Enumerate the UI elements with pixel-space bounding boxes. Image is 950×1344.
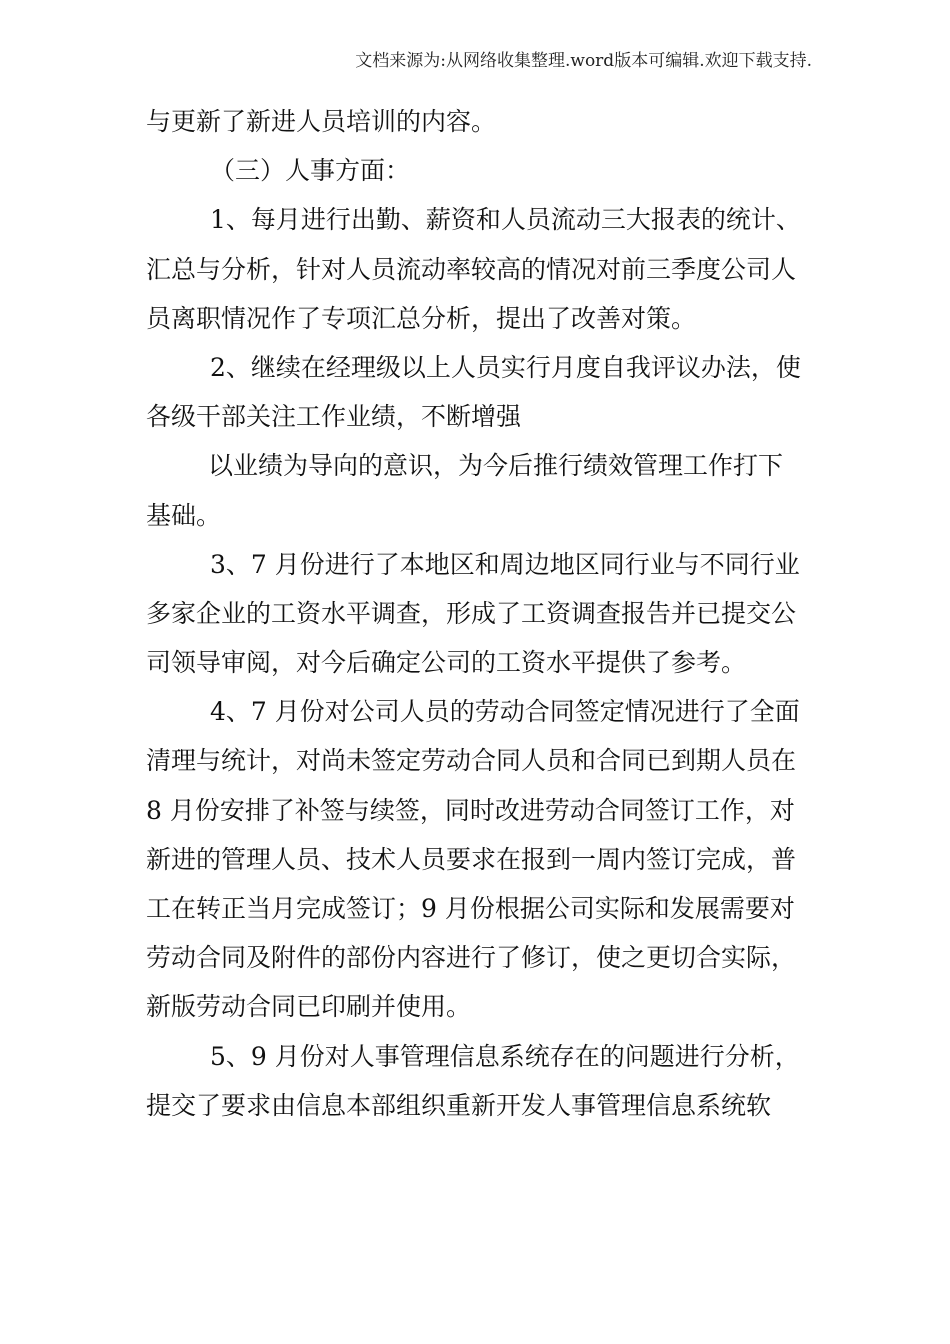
text-line: 各级干部关注工作业绩，不断增强 — [146, 402, 522, 432]
text-line: 1、每月进行出勤、薪资和人员流动三大报表的统计、 — [210, 205, 801, 235]
section-heading: （三）人事方面： — [210, 156, 411, 186]
text-line: 司领导审阅，对今后确定公司的工资水平提供了参考。 — [146, 648, 747, 678]
text-line: 以业绩为导向的意识，为今后推行绩效管理工作打下 — [208, 451, 784, 481]
text-line: 8 月份安排了补签与续签，同时改进劳动合同签订工作，对 — [146, 795, 795, 825]
text-line: 清理与统计，对尚未签定劳动合同人员和合同已到期人员在 — [146, 746, 797, 776]
text-line: 提交了要求由信息本部组织重新开发人事管理信息系统软 — [146, 1090, 772, 1120]
document-body — [146, 97, 811, 1130]
header-source-note: 文档来源为:从网络收集整理.word版本可编辑.欢迎下载支持. — [355, 51, 812, 71]
text-line: 新版劳动合同已印刷并使用。 — [146, 992, 472, 1022]
text-line: 与更新了新进人员培训的内容。 — [146, 107, 497, 136]
text-line: 新进的管理人员、技术人员要求在报到一周内签订完成，普 — [146, 844, 797, 874]
text-line: 4、7 月份对公司人员的劳动合同签定情况进行了全面 — [210, 697, 800, 727]
text-line: 多家企业的工资水平调查，形成了工资调查报告并已提交公 — [146, 598, 797, 628]
text-line: 基础。 — [146, 500, 222, 530]
text-line: 劳动合同及附件的部份内容进行了修订，使之更切合实际， — [146, 943, 797, 973]
text-line: 3、7 月份进行了本地区和周边地区同行业与不同行业 — [210, 549, 800, 579]
text-line: 5、9 月份对人事管理信息系统存在的问题进行分析， — [210, 1041, 800, 1071]
text-line: 2、继续在经理级以上人员实行月度自我评议办法，使 — [210, 352, 801, 382]
text-line: 工在转正当月完成签订；9 月份根据公司实际和发展需要对 — [146, 894, 795, 923]
text-line: 汇总与分析，针对人员流动率较高的情况对前三季度公司人 — [146, 254, 797, 284]
text-line: 员离职情况作了专项汇总分析，提出了改善对策。 — [146, 303, 697, 333]
